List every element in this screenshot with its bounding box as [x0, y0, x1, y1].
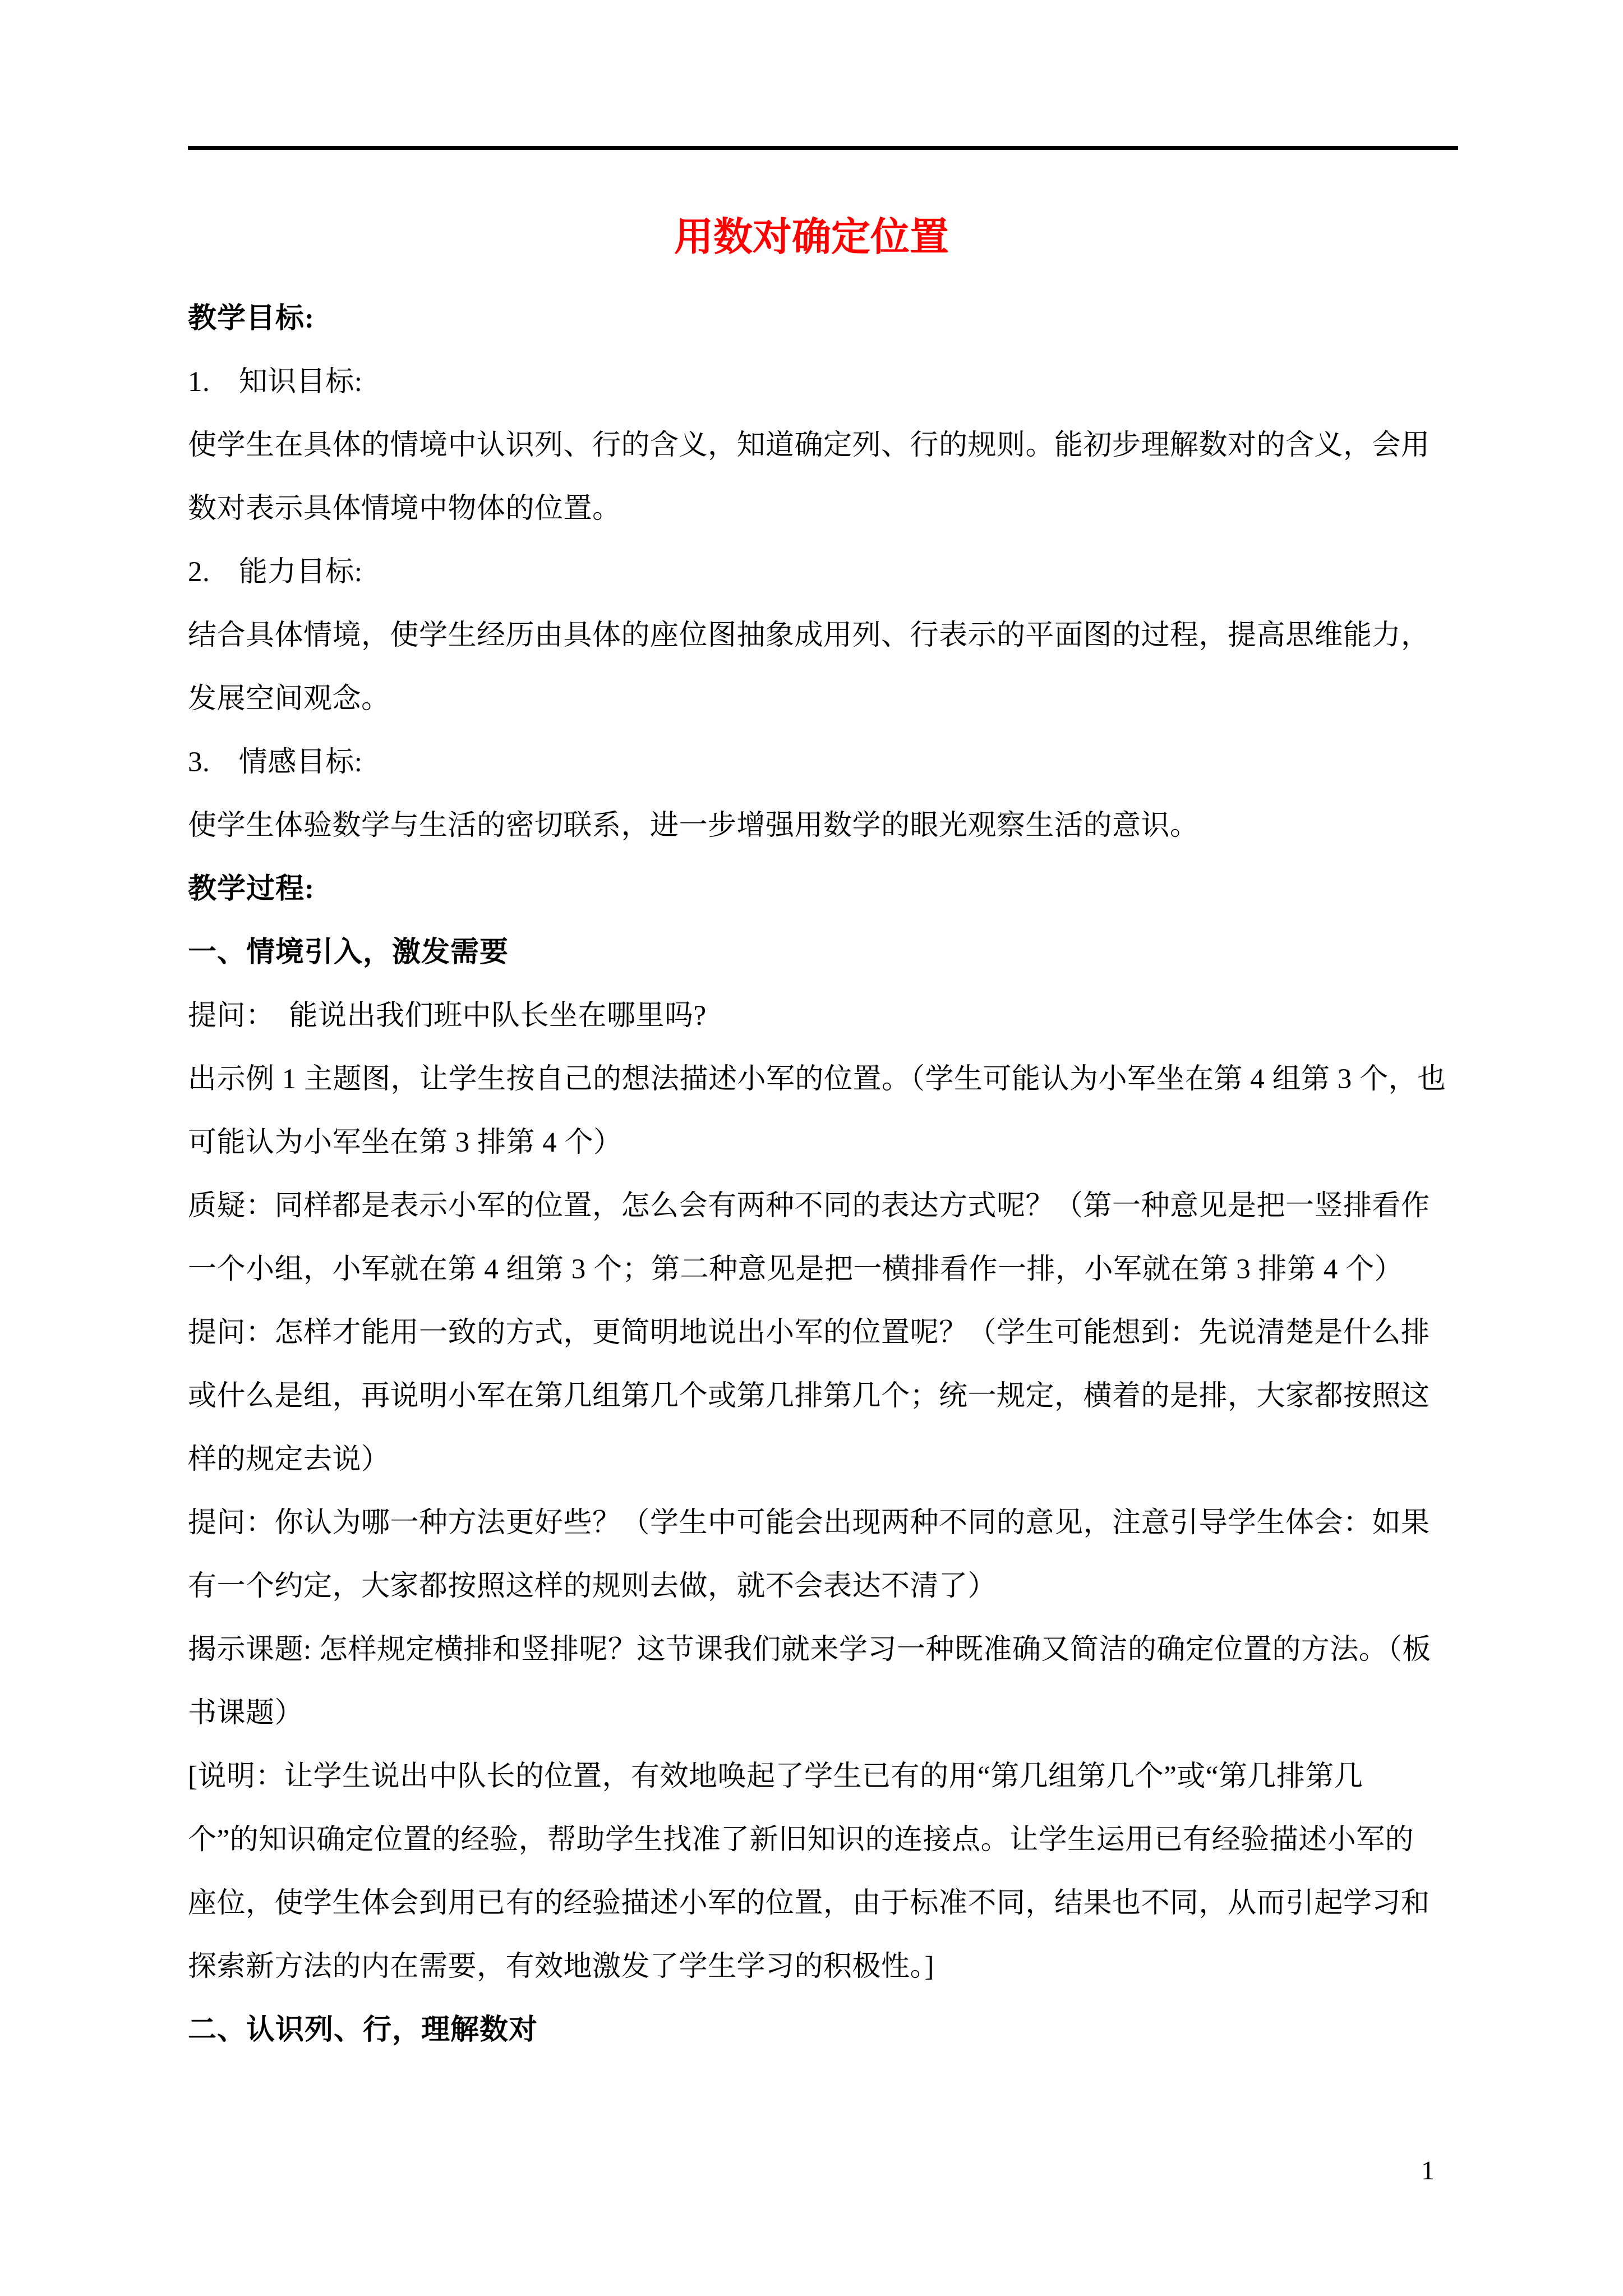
text-line: 2. 能力目标:: [188, 556, 363, 588]
text-line: 书课题）: [188, 1697, 304, 1729]
text-line: 使学生体验数学与生活的密切联系，进一步增强用数学的眼光观察生活的意识。: [188, 810, 1199, 841]
text-line: 1. 知识目标:: [188, 366, 363, 398]
text-line: 质疑：同样都是表示小军的位置，怎么会有两种不同的表达方式呢？（第一种意见是把一竖排看作: [188, 1190, 1430, 1222]
text-line: 教学过程:: [188, 873, 315, 905]
text-line: 个”的知识确定位置的经验，帮助学生找准了新旧知识的连接点。让学生运用已有经验描述小军的: [188, 1824, 1414, 1856]
text-line: 使学生在具体的情境中认识列、行的含义，知道确定列、行的规则。能初步理解数对的含义，会用: [188, 430, 1430, 461]
text-line: [说明：让学生说出中队长的位置，有效地唤起了学生已有的用“第几组第几个”或“第几排第几: [188, 1761, 1363, 1792]
text-line: 3. 情感目标:: [188, 747, 363, 778]
text-line: 二、认识列、行，理解数对: [188, 2014, 538, 2046]
header-rule: [188, 146, 1458, 150]
text-line: 座位，使学生体会到用已有的经验描述小军的位置，由于标准不同，结果也不同，从而引起学习和: [188, 1888, 1430, 1919]
text-line: 探索新方法的内在需要，有效地激发了学生学习的积极性。]: [188, 1951, 934, 1982]
text-line: 可能认为小军坐在第 3 排第 4 个）: [188, 1127, 623, 1158]
text-line: 一个小组，小军就在第 4 组第 3 个；第二种意见是把一横排看作一排，小军就在第 3 排第 4 个）: [188, 1254, 1404, 1285]
text-line: 提问： 能说出我们班中队长坐在哪里吗?: [188, 1000, 707, 1032]
text-line: 一、情境引入，激发需要: [188, 937, 509, 968]
text-line: 出示例 1 主题图，让学生按自己的想法描述小军的位置。（学生可能认为小军坐在第 4 组第 3 个，也: [188, 1064, 1446, 1095]
text-line: 提问：你认为哪一种方法更好些？（学生中可能会出现两种不同的意见，注意引导学生体会：如果: [188, 1507, 1430, 1539]
text-line: 有一个约定，大家都按照这样的规则去做，就不会表达不清了）: [188, 1571, 997, 1602]
text-line: 教学目标:: [188, 303, 315, 334]
text-line: 或什么是组，再说明小军在第几组第几个或第几排第几个；统一规定，横着的是排，大家都按照这: [188, 1381, 1430, 1412]
text-line: 发展空间观念。: [188, 683, 390, 715]
text-line: 提问：怎样才能用一致的方式，更简明地说出小军的位置呢？（学生可能想到：先说清楚是什么排: [188, 1317, 1430, 1349]
text-line: 样的规定去说）: [188, 1444, 390, 1475]
text-line: 结合具体情境，使学生经历由具体的座位图抽象成用列、行表示的平面图的过程，提高思维能力，: [188, 620, 1430, 651]
document-body: [188, 287, 1444, 2062]
page-number: 1: [1421, 2156, 1435, 2185]
page-title: 用数对确定位置: [674, 216, 949, 259]
text-line: 揭示课题: 怎样规定横排和竖排呢？这节课我们就来学习一种既准确又简洁的确定位置的方法。（板: [188, 1634, 1431, 1665]
text-line: 数对表示具体情境中物体的位置。: [188, 493, 621, 524]
